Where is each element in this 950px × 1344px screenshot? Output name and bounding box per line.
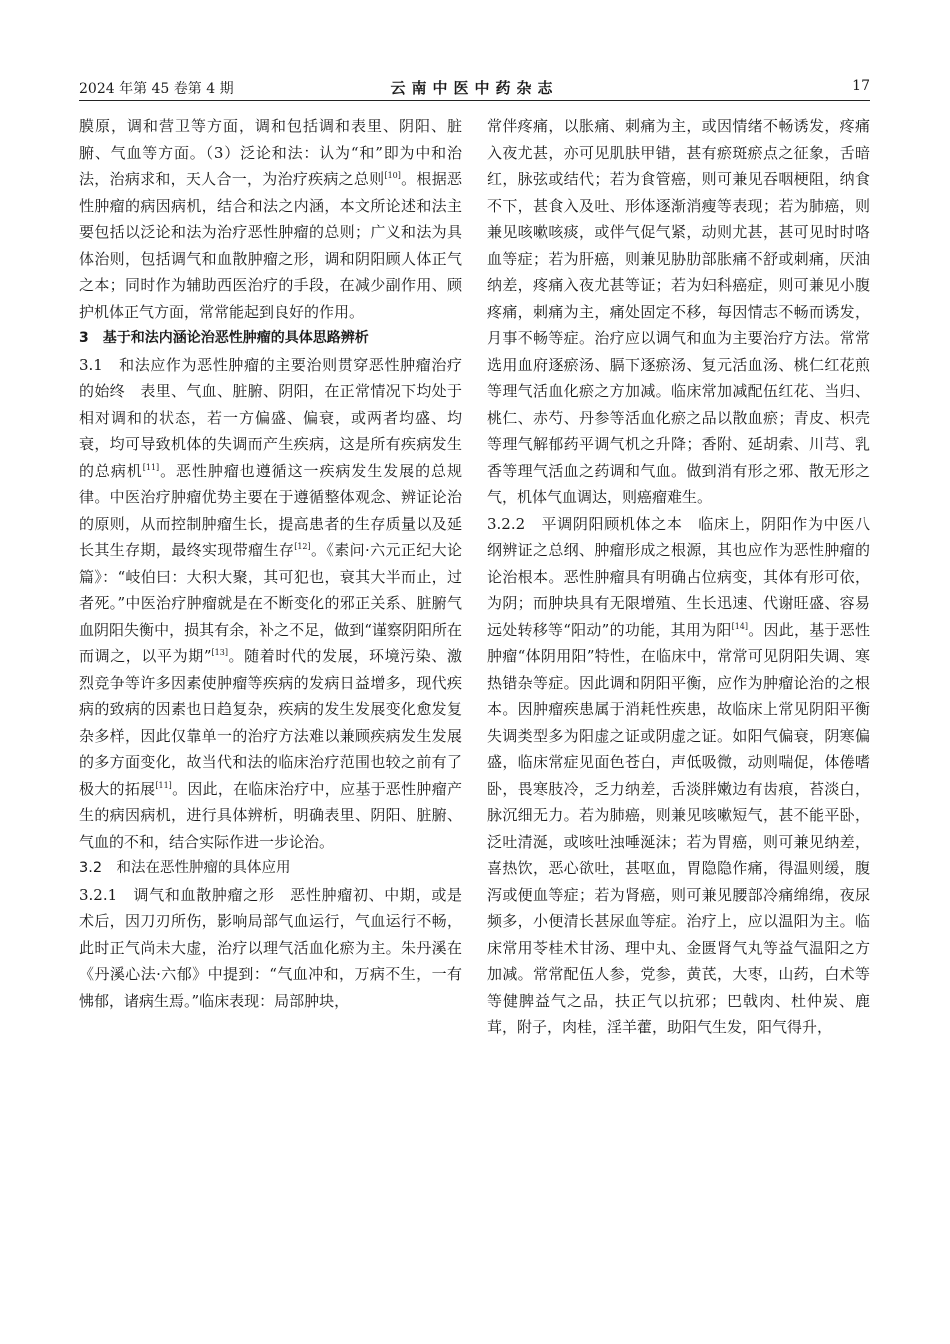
section-3-heading: 3 基于和法内涵论治恶性肿瘤的具体思路辨析 [79, 330, 369, 346]
citation: [13] [211, 648, 228, 657]
citation: [10] [384, 171, 401, 180]
issue-info: 2024 年第 45 卷第 4 期 [79, 81, 234, 97]
section-3-2-1-continued: 常伴疼痛，以胀痛、刺痛为主，或因情绪不畅诱发，疼痛入夜尤甚，亦可见肌肤甲错，甚有瘀斑瘀点之征象，舌暗红，脉弦或结代；若为食管癌，则可兼见吞咽梗阻，纳食不下，甚食入及吐、形体逐渐消瘦等表现；若为肺癌，则兼见咳嗽咳痰，或伴气促气紧，动则尤甚，甚可见时时咯血等症；若为肝癌，则兼见胁肋部胀痛不舒或刺痛，厌油纳差，疼痛入夜尤甚等证；若为妇科癌症，则可兼见小腹疼痛，刺痛为主，痛处固定不移，每因情志不畅而诱发，月事不畅等症。治疗应以调气和血为主要治疗方法。常常选用血府逐瘀汤、膈下逐瘀汤、复元活血汤、桃仁红花煎等理气活血化瘀之方加减。临床常加减配伍红花、当归、桃仁、赤芍、丹参等活血化瘀之品以散血瘀；青皮、枳壳等理气解郁药平调气机之升降；香附、延胡索、川芎、乳香等理气活血之药调和气血。做到消有形之邪、散无形之气，机体气血调达，则癌瘤难生。 [487, 117, 870, 506]
section-3-1-paragraph: 3.1 和法应作为恶性肿瘤的主要治则贯穿恶性肿瘤治疗的始终 表里、气血、脏腑、阴阳，在正常情况下均处于相对调和的状态，若一方偏盛、偏衰，或两者均盛、均衰，均可导致机体的失调而产生疾病，这是所有疾病发生的总病机[11]。恶性肿瘤也遵循这一疾病发生发展的总规律。中医治疗肿瘤优势主要在于遵循整体观念、辨证论治的原则，从而控制肿瘤生长，提高患者的生存质量以及延长其生存期，最终实现带瘤生存[12]。《素问·六元正纪大论篇》：“岐伯曰：大积大聚，其可犯也，衰其大半而止，过者死。”中医治疗肿瘤就是在不断变化的邪正关系、脏腑气血阴阳失衡中，损其有余，补之不足，做到“谨察阴阳所在而调之，以平为期”[13]。随着时代的发展，环境污染、激烈竞争等许多因素使肿瘤等疾病的发病日益增多，现代疾病的致病的因素也日趋复杂，疾病的发生发展变化愈发复杂多样，因此仅靠单一的治疗方法难以兼顾疾病发生发展的多方面变化，故当代和法的临床治疗范围也较之前有了极大的拓展[11]。因此，在临床治疗中，应基于恶性肿瘤产生的病因病机，进行具体辨析，明确表里、阴阳、脏腑、气血的不和，结合实际作进一步论治。 [79, 355, 462, 851]
citation: [11] [155, 780, 172, 790]
section-3-2-heading: 3.2 和法在恶性肿瘤的具体应用 [79, 860, 291, 876]
journal-title: 云南中医中药杂志 [390, 79, 559, 97]
page-number: 17 [852, 78, 870, 94]
section-3-2-2-paragraph: 3.2.2 平调阴阳顾机体之本 临床上，阴阳作为中医八纲辨证之总纲、肿瘤形成之根源，其也应作为恶性肿瘤的论治根本。恶性肿瘤具有明确占位病变，其体有形可依，为阴；而肿块具有无限增殖、生长迅速、代谢旺盛、容易远处转移等“阳动”的功能，其用为阳[14]。因此，基于恶性肿瘤“体阴用阳”特性，在临床中，常常可见阴阳失调、寒热错杂等症。因此调和阴阳平衡，应作为肿瘤论治的之根本。因肿瘤疾患属于消耗性疾患，故临床上常见阴阳平衡失调类型多为阳虚之证或阴虚之证。如阳气偏衰，阴寒偏盛，临床常症见面色苍白，声低吸微，动则喘促，体倦嗜卧，畏寒肢冷，乏力纳差，舌淡胖嫩边有齿痕，苔淡白，脉沉细无力。若为肺癌，则兼见咳嗽短气，甚不能平卧，泛吐清涎，或咳吐浊唾涎沫；若为胃癌，则可兼见纳差，喜热饮，恶心欲吐，甚呕血，胃隐隐作痛，得温则缓，腹泻或便血等症；若为肾癌，则可兼见腰部冷痛绵绵，夜尿频多，小便清长甚尿血等症。治疗上，应以温阳为主。临床常用苓桂术甘汤、理中丸、金匮肾气丸等益气温阳之方加减。常常配伍人参，党参，黄芪，大枣，山药，白术等等健脾益气之品，扶正气以抗邪；巴戟肉、杜仲炭、鹿茸，附子，肉桂，淫羊藿，助阳气生发，阳气得升， [487, 514, 870, 1036]
running-header [79, 78, 870, 101]
section-3-2-1-paragraph: 3.2.1 调气和血散肿瘤之形 恶性肿瘤初、中期，或是术后，因刀刃所伤，影响局部气血运行，气血运行不畅，此时正气尚未大虚，治疗以理气活血化瘀为主。朱丹溪在《丹溪心法·六郁》中提到：“气血冲和，万病不生，一有怫郁，诸病生焉。”临床表现：局部肿块， [79, 885, 462, 1010]
left-column [79, 113, 462, 1014]
citation: [12] [294, 542, 311, 551]
citation: [14] [731, 621, 748, 631]
citation: [11] [142, 462, 160, 472]
right-column [487, 113, 870, 1041]
paragraph-and-method-scope: 膜原，调和营卫等方面，调和包括调和表里、阴阳、脏腑、气血等方面。（3）泛论和法：认为“和”即为中和治法，治病求和，天人合一，为治疗疾病之总则[10]。根据恶性肿瘤的病因病机，结合和法之内涵，本文所论述和法主要包括以泛论和法为治疗恶性肿瘤的总则；广义和法为具体治则，包括调气和血散肿瘤之形，调和阴阳顾人体正气之本；同时作为辅助西医治疗的手段，在减少副作用、顾护机体正气方面，常常能起到良好的作用。 [79, 117, 462, 321]
